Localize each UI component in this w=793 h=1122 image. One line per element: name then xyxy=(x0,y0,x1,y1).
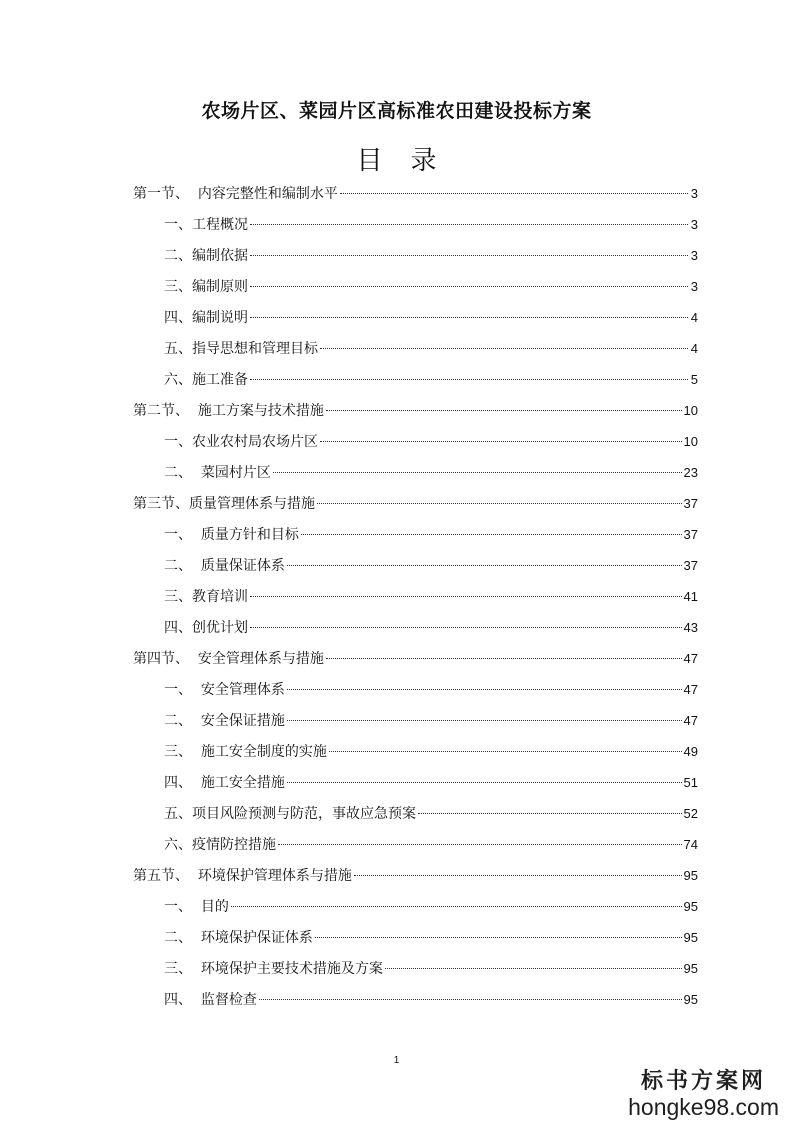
toc-subsection-entry[interactable] xyxy=(133,214,698,245)
toc-subsection-entry[interactable] xyxy=(133,524,698,555)
toc-dot-leader xyxy=(385,968,682,969)
toc-entry-label: 一、工程概况 xyxy=(164,217,248,233)
toc-subsection-entry[interactable] xyxy=(133,803,698,834)
watermark-brand: 标书方案网 xyxy=(641,1068,767,1093)
toc-dot-leader xyxy=(287,565,682,566)
watermark-url: hongke98.com xyxy=(628,1094,779,1120)
toc-entry-page: 23 xyxy=(683,465,698,480)
toc-subsection-entry[interactable] xyxy=(133,307,698,338)
toc-dot-leader xyxy=(250,255,688,256)
toc-subsection-entry[interactable] xyxy=(133,462,698,493)
toc-dot-leader xyxy=(326,410,682,411)
toc-dot-leader xyxy=(231,906,682,907)
toc-entry-label: 五、项目风险预测与防范，事故应急预案 xyxy=(164,806,416,822)
toc-entry-page: 47 xyxy=(683,651,698,666)
toc-entry-label: 第三节、质量管理体系与措施 xyxy=(133,496,315,512)
toc-entry-label: 第四节、 安全管理体系与措施 xyxy=(133,651,324,667)
toc-entry-label: 第五节、 环境保护管理体系与措施 xyxy=(133,868,352,884)
toc-dot-leader xyxy=(326,658,682,659)
toc-subsection-entry[interactable] xyxy=(133,338,698,369)
toc-entry-label: 五、指导思想和管理目标 xyxy=(164,341,318,357)
toc-section-entry[interactable] xyxy=(133,648,698,679)
toc-entry-label: 六、疫情防控措施 xyxy=(164,837,276,853)
toc-dot-leader xyxy=(259,999,682,1000)
toc-subsection-entry[interactable] xyxy=(133,276,698,307)
toc-entry-page: 3 xyxy=(690,279,698,294)
toc-subsection-entry[interactable] xyxy=(133,431,698,462)
toc-subsection-entry[interactable] xyxy=(133,679,698,710)
toc-entry-label: 一、农业农村局农场片区 xyxy=(164,434,318,450)
toc-subsection-entry[interactable] xyxy=(133,958,698,989)
toc-section-entry[interactable] xyxy=(133,400,698,431)
watermark-logo xyxy=(628,1068,779,1120)
toc-subsection-entry[interactable] xyxy=(133,896,698,927)
toc-subsection-entry[interactable] xyxy=(133,834,698,865)
toc-dot-leader xyxy=(320,441,682,442)
toc-subsection-entry[interactable] xyxy=(133,555,698,586)
toc-subsection-entry[interactable] xyxy=(133,617,698,648)
toc-entry-page: 37 xyxy=(683,558,698,573)
toc-entry-label: 四、编制说明 xyxy=(164,310,248,326)
toc-entry-page: 43 xyxy=(683,620,698,635)
toc-entry-label: 四、 监督检查 xyxy=(164,992,257,1008)
toc-entry-label: 二、编制依据 xyxy=(164,248,248,264)
toc-entry-label: 第一节、 内容完整性和编制水平 xyxy=(133,186,338,202)
toc-dot-leader xyxy=(278,844,682,845)
toc-entry-label: 四、 施工安全措施 xyxy=(164,775,285,791)
toc-entry-page: 95 xyxy=(683,868,698,883)
toc-entry-page: 3 xyxy=(690,217,698,232)
toc-subsection-entry[interactable] xyxy=(133,586,698,617)
toc-entry-label: 一、 质量方针和目标 xyxy=(164,527,299,543)
toc-dot-leader xyxy=(287,689,682,690)
toc-dot-leader xyxy=(250,627,682,628)
toc-entry-label: 二、 安全保证措施 xyxy=(164,713,285,729)
toc-section-entry[interactable] xyxy=(133,865,698,896)
toc-entry-page: 10 xyxy=(683,434,698,449)
toc-entry-label: 一、 目的 xyxy=(164,899,229,915)
toc-entry-label: 一、 安全管理体系 xyxy=(164,682,285,698)
toc-entry-page: 95 xyxy=(683,930,698,945)
toc-dot-leader xyxy=(354,875,682,876)
toc-entry-page: 95 xyxy=(683,899,698,914)
document-title: 农场片区、菜园片区高标准农田建设投标方案 xyxy=(201,100,592,122)
toc-dot-leader xyxy=(273,472,682,473)
toc-subsection-entry[interactable] xyxy=(133,772,698,803)
toc-entry-label: 三、编制原则 xyxy=(164,279,248,295)
toc-heading: 目录 xyxy=(356,146,465,176)
toc-dot-leader xyxy=(250,224,688,225)
toc-subsection-entry[interactable] xyxy=(133,989,698,1020)
toc-entry-page: 41 xyxy=(683,589,698,604)
toc-entry-page: 5 xyxy=(690,372,698,387)
toc-dot-leader xyxy=(250,286,688,287)
toc-entry-page: 3 xyxy=(690,186,698,201)
toc-entry-page: 49 xyxy=(683,744,698,759)
toc-subsection-entry[interactable] xyxy=(133,710,698,741)
toc-dot-leader xyxy=(317,503,682,504)
toc-entry-label: 三、 施工安全制度的实施 xyxy=(164,744,327,760)
toc-entry-page: 95 xyxy=(683,961,698,976)
toc-section-entry[interactable] xyxy=(133,183,698,214)
toc-dot-leader xyxy=(250,596,682,597)
toc-subsection-entry[interactable] xyxy=(133,927,698,958)
toc-dot-leader xyxy=(250,379,688,380)
toc-entry-label: 三、教育培训 xyxy=(164,589,248,605)
toc-entry-page: 74 xyxy=(683,837,698,852)
toc-entry-label: 二、 菜园村片区 xyxy=(164,465,271,481)
toc-entry-label: 六、施工准备 xyxy=(164,372,248,388)
table-of-contents xyxy=(133,183,698,1020)
toc-entry-page: 47 xyxy=(683,713,698,728)
toc-entry-page: 3 xyxy=(690,248,698,263)
toc-dot-leader xyxy=(315,937,682,938)
toc-section-entry[interactable] xyxy=(133,493,698,524)
toc-dot-leader xyxy=(329,751,682,752)
toc-entry-page: 37 xyxy=(683,527,698,542)
toc-subsection-entry[interactable] xyxy=(133,369,698,400)
toc-dot-leader xyxy=(301,534,682,535)
toc-entry-label: 三、 环境保护主要技术措施及方案 xyxy=(164,961,383,977)
toc-entry-label: 二、 环境保护保证体系 xyxy=(164,930,313,946)
toc-entry-page: 37 xyxy=(683,496,698,511)
toc-subsection-entry[interactable] xyxy=(133,245,698,276)
toc-entry-page: 4 xyxy=(690,341,698,356)
toc-entry-label: 第二节、 施工方案与技术措施 xyxy=(133,403,324,419)
page-number: 1 xyxy=(393,1055,400,1066)
toc-entry-page: 51 xyxy=(683,775,698,790)
toc-dot-leader xyxy=(418,813,682,814)
toc-entry-label: 二、 质量保证体系 xyxy=(164,558,285,574)
toc-entry-page: 10 xyxy=(683,403,698,418)
toc-entry-page: 4 xyxy=(690,310,698,325)
toc-subsection-entry[interactable] xyxy=(133,741,698,772)
toc-dot-leader xyxy=(287,782,682,783)
toc-dot-leader xyxy=(250,317,688,318)
toc-dot-leader xyxy=(340,193,688,194)
toc-entry-page: 47 xyxy=(683,682,698,697)
toc-entry-label: 四、创优计划 xyxy=(164,620,248,636)
toc-entry-page: 52 xyxy=(683,806,698,821)
toc-dot-leader xyxy=(320,348,688,349)
toc-entry-page: 95 xyxy=(683,992,698,1007)
toc-dot-leader xyxy=(287,720,682,721)
